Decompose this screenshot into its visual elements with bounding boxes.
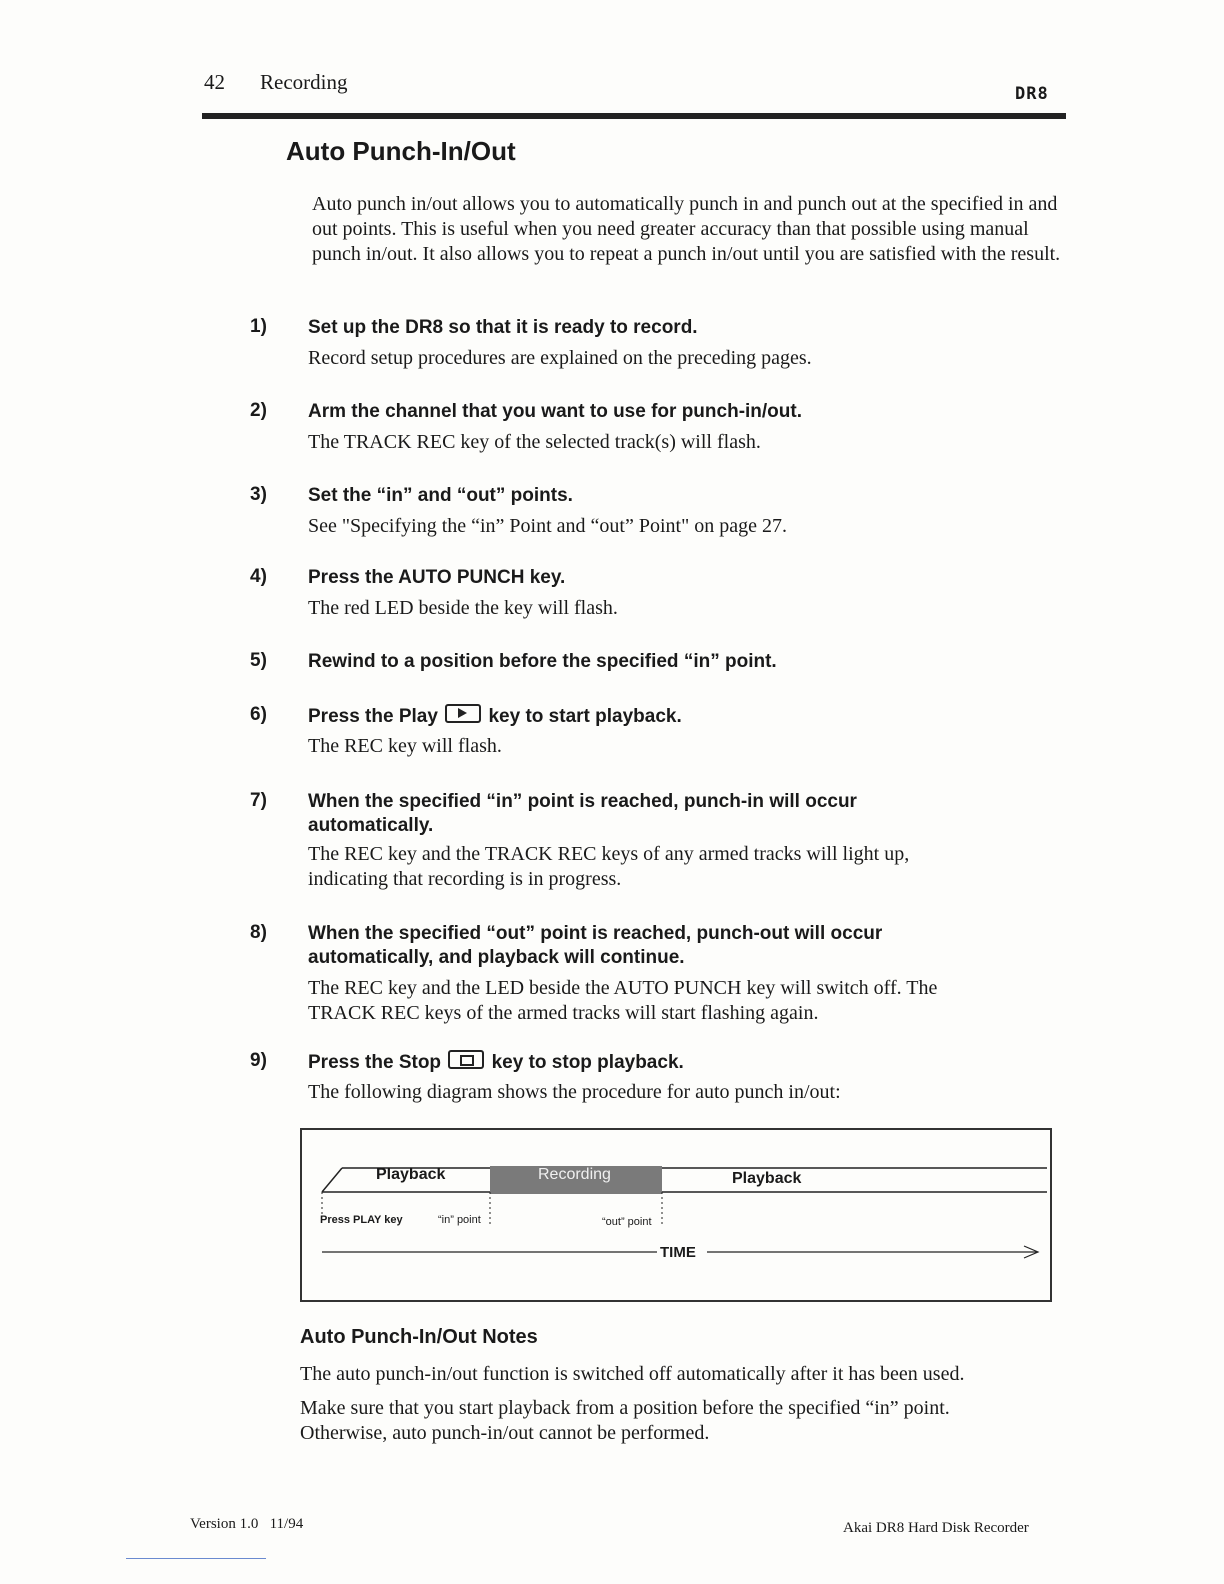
in-point-label: “in” point	[438, 1214, 481, 1226]
step-heading-pre: Press the Play	[308, 706, 438, 727]
segment-playback-1: Playback	[376, 1166, 446, 1183]
step-number: 7)	[250, 790, 267, 811]
step-heading	[308, 704, 1008, 729]
step-number: 9)	[250, 1050, 267, 1071]
step-heading-post: key to start playback.	[488, 706, 682, 727]
step-number: 8)	[250, 922, 267, 943]
step-heading: Arm the channel that you want to use for punch-in/out.	[308, 401, 802, 422]
step-heading-pre: Press the Stop	[308, 1052, 442, 1073]
edge-mark	[126, 1558, 266, 1559]
step-body: The REC key and the TRACK REC keys of any armed tracks will light up, indicating that recording is in progress.	[308, 843, 910, 890]
step-number: 6)	[250, 704, 267, 725]
notes-heading: Auto Punch-In/Out Notes	[300, 1326, 538, 1348]
punch-diagram	[300, 1128, 1052, 1302]
step-number: 3)	[250, 484, 267, 505]
step-heading: Set the “in” and “out” points.	[308, 485, 573, 506]
step-body: The TRACK REC key of the selected track(s) will flash.	[308, 431, 761, 453]
dr8-logo: DR8	[1015, 84, 1049, 104]
step-heading: Rewind to a position before the specified “in” point.	[308, 651, 777, 672]
page-number: 42	[204, 70, 225, 94]
intro-paragraph: Auto punch in/out allows you to automatically punch in and punch out at the specified in and out points. This is useful when you need greater accuracy than that possible using manual punch in/out. It also allows you to repeat a punch in/out until you are satisfied with the result.	[312, 193, 1061, 265]
step-heading: When the specified “out” point is reached, punch-out will occur automatically, and playback will continue.	[308, 923, 883, 968]
play-icon	[445, 704, 481, 723]
out-point-label: “out” point	[602, 1216, 652, 1228]
step-number: 2)	[250, 400, 267, 421]
step-number: 4)	[250, 566, 267, 587]
section-title: Recording	[260, 70, 348, 94]
notes-paragraph-2: Make sure that you start playback from a position before the specified “in” point. Otherwise, auto punch-in/out cannot be performed.	[300, 1397, 950, 1444]
header-rule	[202, 113, 1066, 119]
step-body: See "Specifying the “in” Point and “out” Point" on page 27.	[308, 515, 788, 537]
step-heading: When the specified “in” point is reached, punch-in will occur automatically.	[308, 791, 857, 836]
step-body: The red LED beside the key will flash.	[308, 597, 618, 619]
stop-icon	[448, 1050, 484, 1069]
page-title: Auto Punch-In/Out	[286, 136, 516, 166]
time-label: TIME	[660, 1244, 696, 1261]
step-heading: Set up the DR8 so that it is ready to record.	[308, 317, 698, 338]
notes-paragraph-1: The auto punch-in/out function is switched off automatically after it has been used.	[300, 1363, 965, 1385]
step-body: The REC key will flash.	[308, 735, 502, 757]
segment-recording: Recording	[538, 1166, 611, 1183]
step-body: Record setup procedures are explained on the preceding pages.	[308, 347, 812, 369]
step-heading-post: key to stop playback.	[491, 1052, 684, 1073]
step-number: 1)	[250, 316, 267, 337]
step-body: The following diagram shows the procedure for auto punch in/out:	[308, 1081, 841, 1103]
footer-product: Akai DR8 Hard Disk Recorder	[843, 1520, 1029, 1536]
press-play-label: Press PLAY key	[320, 1214, 403, 1226]
footer-version: Version 1.0 11/94	[190, 1516, 304, 1532]
segment-playback-2: Playback	[732, 1170, 802, 1187]
step-heading	[308, 1050, 1008, 1075]
step-number: 5)	[250, 650, 267, 671]
step-heading: Press the AUTO PUNCH key.	[308, 567, 566, 588]
diagram-lines	[302, 1130, 1050, 1300]
step-body: The REC key and the LED beside the AUTO PUNCH key will switch off. The TRACK REC keys of the armed tracks will start flashing again.	[308, 977, 938, 1024]
